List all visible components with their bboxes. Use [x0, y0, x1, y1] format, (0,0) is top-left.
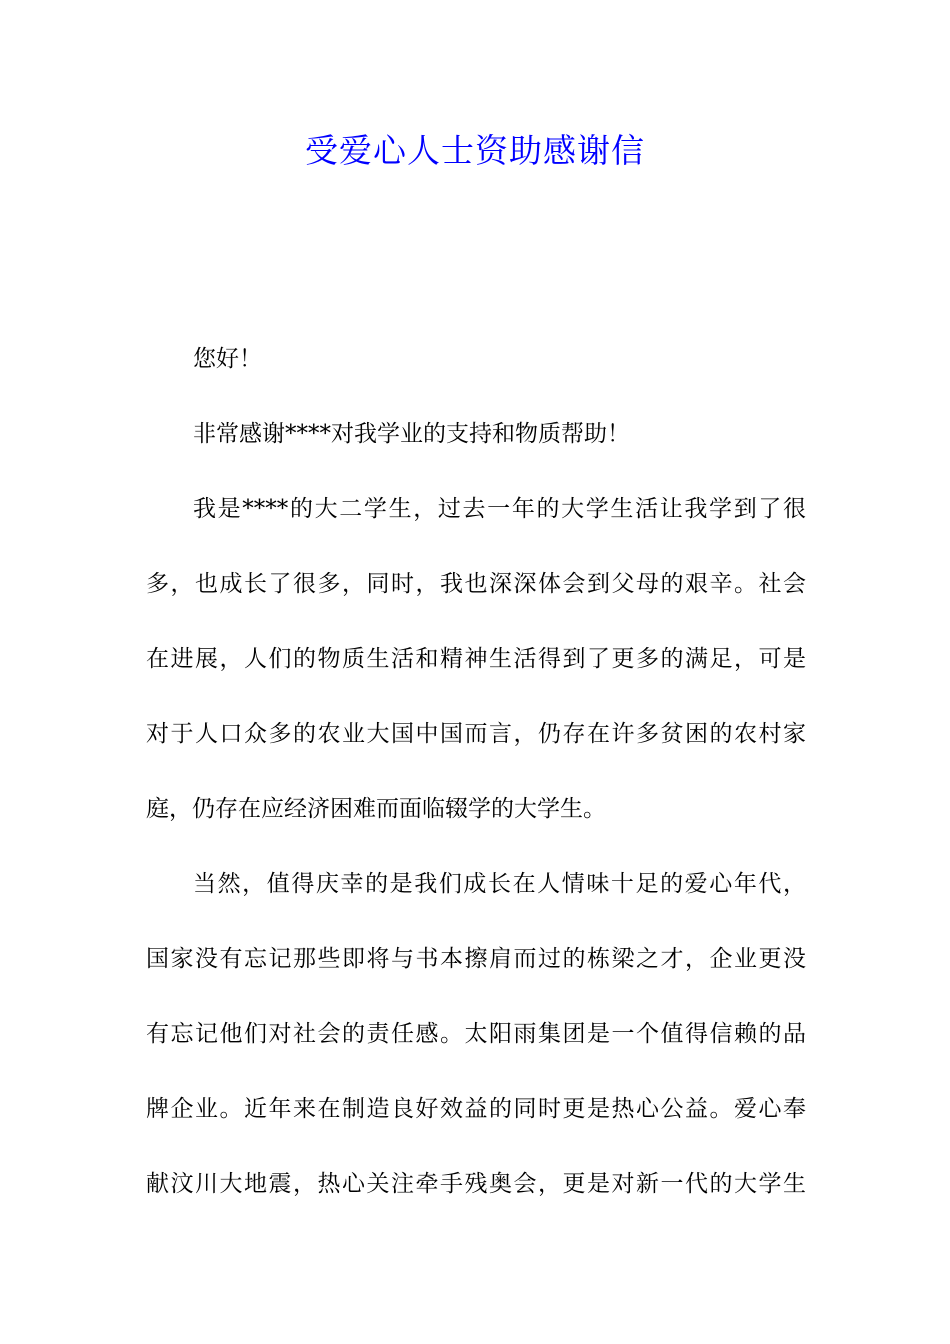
paragraph-1-line: 我是****的大二学生，过去一年的大学生活让我学到了很 [193, 496, 806, 522]
paragraph-1-line: 在进展，人们的物质生活和精神生活得到了更多的满足，可是 [146, 646, 806, 672]
paragraph-2-line: 国家没有忘记那些即将与书本擦肩而过的栋梁之才，企业更没 [146, 946, 806, 972]
paragraph-2-line: 献汶川大地震，热心关注牵手残奥会，更是对新一代的大学生 [146, 1171, 806, 1197]
paragraph-2-line: 牌企业。近年来在制造良好效益的同时更是热心公益。爱心奉 [146, 1096, 806, 1122]
paragraph-1-line: 多，也成长了很多，同时，我也深深体会到父母的艰辛。社会 [146, 571, 806, 597]
greeting-line: 您好！ [193, 346, 262, 372]
document-body [146, 336, 806, 1236]
paragraph-1-line: 对于人口众多的农业大国中国而言，仍存在许多贫困的农村家 [146, 721, 806, 747]
document-title: 受爱心人士资助感谢信 [305, 131, 645, 170]
paragraph-2-line: 有忘记他们对社会的责任感。太阳雨集团是一个值得信赖的品 [146, 1021, 806, 1047]
thanks-line: 非常感谢****对我学业的支持和物质帮助！ [193, 421, 630, 447]
paragraph-2-line: 当然，值得庆幸的是我们成长在人情味十足的爱心年代， [193, 871, 806, 897]
paragraph-1-line: 庭，仍存在应经济困难而面临辍学的大学生。 [146, 796, 606, 822]
